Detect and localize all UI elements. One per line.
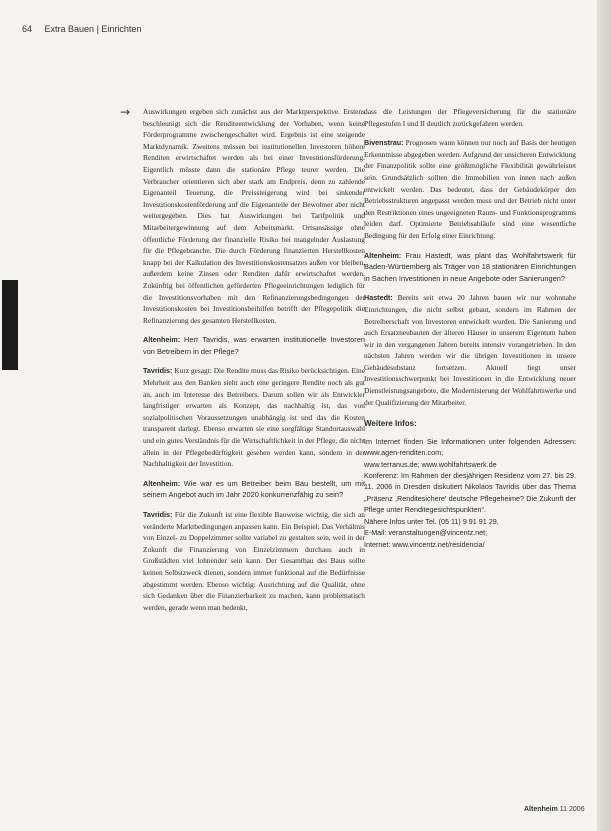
page-footer: [524, 806, 585, 813]
section-marker-bar: [2, 280, 18, 370]
paragraph: Auswirkungen ergeben sich zunächst aus der Marktperspektive. Erstens beschleunigt sich die Renditeentwicklung der Vorhaben, wenn keine Förderprogramme zwischengeschaltet wird. Ergebnis ist eine steigende Marktdynamik. Zweitens müssen bei institutionellen Investoren höhere Renditen erwirtschaftet werden als bei einer Investitionsförderung. Eigentlich müsste dann die stationäre Pflege teurer werden. Die Verbraucher orientieren sich aber stark am Endpreis, denn zu zahlende Eigenanteil Teuerung, die Preissteigerung wird bei sinkender Investitionskostenförderung auf die Eigenanteile der Bewohner aber nicht weitergegeben. Dies hat Auswirkungen bei Tarifpolitik und Mitarbeitergewinnung auf dem Arbeitsmarkt. Ortsansässige ohne öffentliche Förderung der finanzielle Risiko bei mangelnder Auslastung für die Pflegebranche. Die durch Förderung finanzierten Herstellkosten knapp bei der Kalkulation des Investitionskostensatzes außen vor bleiben, außerdem keine Zinsen oder Renditen dafür erwirtschaftet werden. Zukünftig bei öffentlichen geförderten Pflegeeinrichtungen lediglich für die Investitionsvorhaben mit den Refinanzierungsbedingungen der Investitionskosten bei Investitionsbeihilfen betrifft der Pflegepolitik die Refinanzierung des gesamten Herstellkosten.: [143, 107, 365, 325]
info-link[interactable]: www.terranus.de; www.wohlfahrtswerk.de: [364, 459, 497, 469]
paragraph: Hastedt: Bereits seit etwa 20 Jahren bauen wir nur wohnnahe Einrichtungen, die nicht selbst gebaut, sondern im Rahmen der Betreiberschaft von Investoren entwickelt wurden. Die Sanierung und auch Ersatzneubauten der älteren Häuser in unserem Eigentum haben wir in den vergangenen Jahren bereits intensiv vorangetrieben. In den nächsten Jahren werden wir die übrigen Investitionen in unsere Gebäudesubstanz fortsetzen. Aktuell liegt unser Investitionsschwerpunkt bei Investitionen in die Entwicklung neuer Dienstleistungsangebote, die Modernisierung der Wohlfahrtswerke und der Qualifizierung der Mitarbeiter.: [364, 293, 576, 407]
info-box-heading: Weitere Infos:: [364, 419, 417, 429]
page-number: 64: [22, 24, 33, 34]
info-box: [364, 436, 576, 550]
continue-arrow-icon: →: [120, 105, 131, 119]
magazine-name: Altenheim: [524, 806, 558, 813]
info-line: Nähere Infos unter Tel. (05 11) 9 91 91 29,: [364, 516, 499, 526]
paragraph: dass die Leistungen der Pflegeversicherung für die stationäre Pflegestufen I und II deutlich zurückgefahren werden.: [364, 107, 576, 128]
info-link[interactable]: Internet: www.vincentz.net/residencia/: [364, 539, 485, 549]
issue-number: 11 2006: [559, 806, 585, 813]
info-email[interactable]: E-Mail: veranstaltungen@vincentz.net;: [364, 528, 488, 538]
page-edge-shadow: [597, 0, 611, 831]
info-line: Im Internet finden Sie Informationen unter folgenden Adressen: www.agen-renditen.com;: [364, 436, 576, 458]
right-column: [364, 106, 576, 550]
info-line: Konferenz: Im Rahmen der diesjährigen Residenz vom 27. bis 29. 11. 2006 in Dresden diskutiert Nikolaos Tavridis über das Thema „Präsenz ,Renditesichere' deutsche Pflegeheime? Die Zukunft der Pflege unter Renditegesichtspunkten“.: [364, 471, 576, 515]
section-title: Extra Bauen | Einrichten: [44, 24, 142, 34]
paragraph: Altenheim: Frau Hastedt, was plant das Wohlfahrtswerk für Baden-Württemberg als Träger von 18 stationären Einrichtungen in Sachen Investitionen in neue Angebote oder Sanierungen?: [364, 250, 576, 283]
paragraph: Tavridis: Kurz gesagt: Die Rendite muss das Risiko berücksichtigen. Eine Mehrheit aus den Banken sieht auch eine geringere Rendite noch als gut an, auch im Interesse des Betreibers. Darum sollen wir als Entwickler langfristiger erwarten als Konzept, das nachhaltig ist, das von sozialpolitischen Voraussetzungen unabhängig ist und das die Kosten transparent darlegt. Ebenso erwarten sie eine sorgfältige Standortauswahl und ein gutes Verständnis für die Wirtschaftlichkeit in der Pflege, die nicht allein in der Pflegebedürftigkeit gesehen werden kann, sondern in der Nachhaltigkeit der Investition.: [143, 366, 365, 469]
paragraph: Altenheim: Wie war es um Betreiber beim Bau bestellt, um mit seinem Angebot auch im Jahr 2020 konkurrenzfähig zu sein?: [143, 478, 365, 500]
paragraph: Bivenstrau: Prognosen wann können nur noch auf Basis der heutigen Erkenntnisse abgegeben werden. Aufgrund der unsicheren Entwicklung der Finanzpolitik sollte eine größtmögliche Flexibilität gewährleistet sein. Grundsätzlich sollten die Immobilien von innen nach außen entwickelt werden. Das bedeutet, dass der Gebäudekörper den Betriebsstrukturen angepasst werden muss und der Betrieb nicht unter den Restriktionen eines ungeeigneten Raum- und Funktionsprogramms leiden darf. Optimierte Betriebsabläufe sind eine wesentliche Bedingung für den Erfolg einer Einrichtung.: [364, 138, 577, 240]
paragraph: Altenheim: Herr Tavridis, was erwarten institutionelle Investoren von Betreibern in der Pflege?: [143, 335, 365, 356]
left-column: [143, 106, 365, 613]
page-header: [22, 24, 141, 34]
paragraph: Tavridis: Für die Zukunft ist eine flexible Bauweise wichtig, die sich an veränderte Marktbedingungen anpassen kann. Ein Beispiel: Das Verhältnis von Einzel- zu Doppelzimmer sollte variabel zu gestalten sein, weil in der Zukunft die Finanzierung von Einzelzimmern durchaus auch in Großstädten viel lohnender sein kann. Der Gesamtbau des Baus sollte keinen Selbstzweck dienen, sondern immer funktional auf die Bedürfnisse abgestimmt werden. Ebenso wichtig: Ausrichtung auf die Qualität, ohne sich Gedanken über die Finanzierbarkeit zu machen, kann problematisch werden, gerade wenn man bedenkt,: [143, 510, 365, 612]
